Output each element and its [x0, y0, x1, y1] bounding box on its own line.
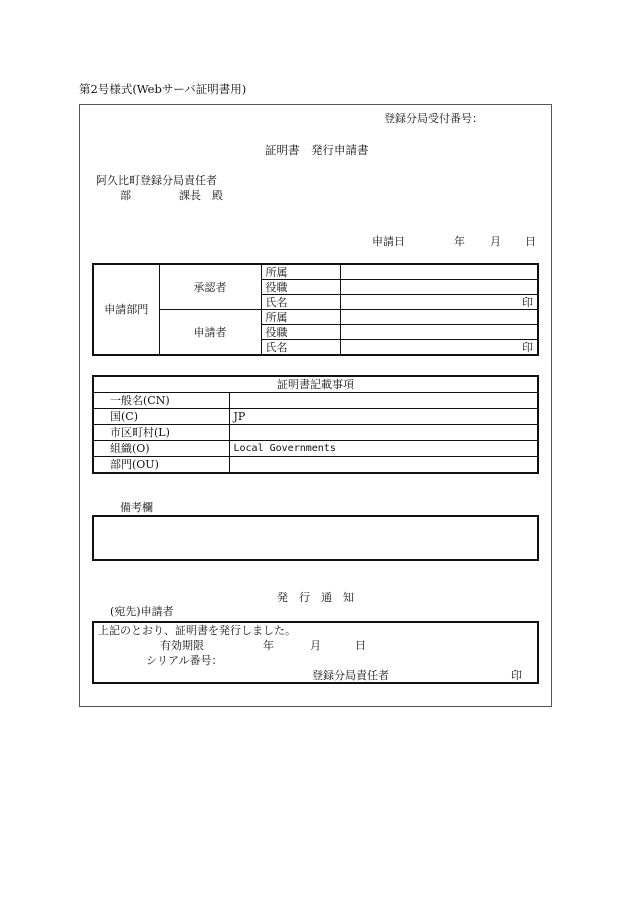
applicant-position-field[interactable]: [340, 325, 538, 340]
applicant-name-label: 氏名: [261, 340, 340, 356]
validity-year: 年: [263, 639, 274, 652]
cn-label: 一般名(CN): [93, 393, 229, 409]
locality-label: 市区町村(L): [93, 425, 229, 441]
application-date-label: 申請日: [372, 235, 405, 248]
country-label: 国(C): [93, 409, 229, 425]
application-date-day: 日: [525, 235, 536, 248]
serial-number-label: シリアル番号：: [146, 654, 223, 667]
table-row: [93, 425, 538, 441]
document-title: 証明書 発行申請書: [265, 143, 369, 157]
table-row: [93, 376, 538, 393]
table-row: [93, 441, 538, 457]
locality-value[interactable]: [229, 425, 538, 441]
applicant-seal: 印: [522, 340, 533, 354]
validity-month: 月: [310, 639, 321, 652]
form-title: 第2号様式(Webサーバ証明書用): [79, 82, 247, 96]
table-row: [93, 393, 538, 409]
approver-label: 承認者: [159, 264, 261, 310]
approver-position-label: 役職: [261, 280, 340, 295]
approver-position-field[interactable]: [340, 280, 538, 295]
applicant-affiliation-label: 所属: [261, 310, 340, 325]
application-date-year: 年: [454, 235, 465, 248]
table-row: [93, 409, 538, 425]
remarks-box[interactable]: [92, 515, 539, 561]
issue-notice-title: 発 行 通 知: [277, 591, 354, 604]
applicant-position-label: 役職: [261, 325, 340, 340]
applicant-table: [92, 263, 539, 356]
reception-number-label: 登録分局受付番号：: [384, 112, 483, 125]
validity-label: 有効期限: [160, 639, 204, 652]
approver-affiliation-label: 所属: [261, 264, 340, 280]
approver-name-field[interactable]: [340, 295, 538, 310]
organization-label: 組織(O): [93, 441, 229, 457]
cn-value[interactable]: [229, 393, 538, 409]
addressee-dept: 部: [120, 189, 131, 202]
table-row: [93, 264, 538, 280]
approver-seal: 印: [522, 295, 533, 309]
addressee-line: 阿久比町登録分局責任者: [96, 174, 217, 187]
approver-affiliation-field[interactable]: [340, 264, 538, 280]
ra-manager-label: 登録分局責任者: [312, 669, 389, 682]
issue-notice-text: 上記のとおり、証明書を発行しました。: [98, 624, 296, 637]
country-value[interactable]: JP: [229, 409, 538, 425]
applicant-dept-label: 申請部門: [93, 264, 159, 355]
issue-seal: 印: [511, 669, 522, 682]
applicant-name-field[interactable]: [340, 340, 538, 356]
ou-value[interactable]: [229, 457, 538, 474]
issue-notice-to: (宛先)申請者: [110, 605, 174, 618]
addressee-manager: 課長 殿: [179, 189, 223, 202]
applicant-label: 申請者: [159, 310, 261, 356]
table-row: [93, 310, 538, 325]
ou-label: 部門(OU): [93, 457, 229, 474]
organization-value[interactable]: Local Governments: [229, 441, 538, 457]
applicant-affiliation-field[interactable]: [340, 310, 538, 325]
table-row: [93, 457, 538, 474]
validity-day: 日: [355, 639, 366, 652]
application-date-month: 月: [490, 235, 501, 248]
certificate-items-header: 証明書記載事項: [93, 376, 538, 393]
remarks-label: 備考欄: [120, 501, 153, 514]
certificate-items-table: [92, 375, 539, 474]
approver-name-label: 氏名: [261, 295, 340, 310]
